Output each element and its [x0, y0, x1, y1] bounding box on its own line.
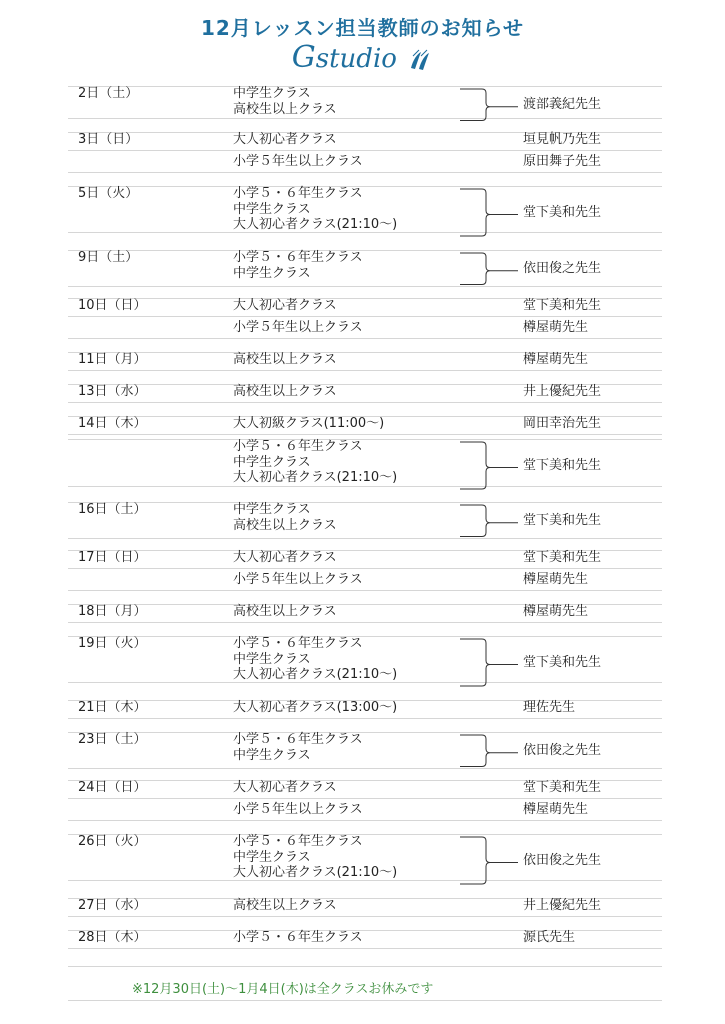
class-name: 大人初心者クラス — [233, 132, 337, 147]
studio-logo — [0, 40, 725, 75]
lesson-date: 23日（土） — [78, 732, 147, 747]
class-name: 小学５・６年生クラス — [233, 930, 363, 945]
rule-line — [68, 966, 662, 967]
class-name: 高校生以上クラス — [233, 604, 337, 619]
rule-line — [68, 172, 662, 173]
class-name: 中学生クラス — [233, 651, 311, 667]
rule-line — [68, 486, 662, 487]
lesson-date: 19日（火） — [78, 636, 147, 651]
group-brace — [460, 441, 520, 490]
page-title: 12月レッスン担当教師のお知らせ — [200, 16, 525, 40]
rule-line — [68, 948, 662, 949]
class-name: 小学５・６年生クラス — [233, 636, 363, 651]
rule-line — [68, 370, 662, 371]
rule-line — [68, 439, 662, 440]
class-name: 小学５年生以上クラス — [233, 154, 363, 169]
teacher-name: 渡部義紀先生 — [523, 96, 602, 112]
class-name: 中学生クラス — [233, 747, 311, 763]
teacher-name: 依田俊之先生 — [523, 742, 602, 758]
rule-line — [68, 820, 662, 821]
teacher-name: 樽屋萌先生 — [523, 802, 589, 817]
group-brace — [460, 638, 520, 687]
class-name: 大人初心者クラス(21:10〜) — [233, 217, 398, 232]
rule-line — [68, 286, 662, 287]
lesson-date: 16日（土） — [78, 502, 147, 517]
logo-initial: G — [291, 40, 316, 75]
teacher-name: 堂下美和先生 — [523, 204, 602, 220]
class-name: 小学５・６年生クラス — [233, 186, 363, 201]
teacher-name: 岡田幸治先生 — [523, 416, 602, 431]
class-name: 高校生以上クラス — [233, 517, 337, 533]
rule-line — [68, 768, 662, 769]
rule-line — [68, 338, 662, 339]
class-name: 中学生クラス — [233, 86, 311, 101]
rule-line — [68, 118, 662, 119]
rule-line — [68, 798, 662, 799]
class-name: 大人初心者クラス — [233, 780, 337, 795]
class-name: 小学５・６年生クラス — [233, 439, 363, 454]
rule-line — [68, 434, 662, 435]
lesson-date: 2日（土） — [78, 86, 139, 101]
teacher-name: 堂下美和先生 — [523, 780, 602, 795]
class-name: 大人初心者クラス(21:10〜) — [233, 470, 398, 485]
class-name: 大人初級クラス(11:00〜) — [233, 416, 385, 431]
teacher-name: 樽屋萌先生 — [523, 572, 589, 587]
teacher-name: 源氏先生 — [523, 930, 576, 945]
lesson-date: 5日（火） — [78, 186, 139, 201]
rule-line — [68, 538, 662, 539]
class-name: 大人初心者クラス — [233, 550, 337, 565]
teacher-name: 井上優紀先生 — [523, 898, 602, 913]
class-name: 大人初心者クラス — [233, 298, 337, 313]
lesson-date: 17日（日） — [78, 550, 147, 565]
teacher-name: 垣見帆乃先生 — [523, 132, 602, 147]
teacher-name: 堂下美和先生 — [523, 457, 602, 473]
lesson-date: 9日（土） — [78, 250, 139, 265]
rule-line — [68, 316, 662, 317]
class-name: 高校生以上クラス — [233, 352, 337, 367]
lesson-date: 13日（水） — [78, 384, 147, 399]
class-name: 小学５年生以上クラス — [233, 320, 363, 335]
logo-text: studio — [315, 44, 397, 74]
teacher-name: 樽屋萌先生 — [523, 604, 589, 619]
teacher-name: 堂下美和先生 — [523, 550, 602, 565]
class-name: 小学５・６年生クラス — [233, 250, 363, 265]
rule-line — [68, 718, 662, 719]
rule-line — [68, 150, 662, 151]
group-brace — [460, 252, 520, 286]
group-brace — [460, 88, 520, 122]
group-brace — [460, 504, 520, 538]
lesson-date: 14日（木） — [78, 416, 147, 431]
rule-line — [68, 568, 662, 569]
class-name: 大人初心者クラス(21:10〜) — [233, 667, 398, 682]
class-name: 高校生以上クラス — [233, 384, 337, 399]
lesson-date: 21日（木） — [78, 700, 147, 715]
lesson-date: 24日（日） — [78, 780, 147, 795]
ballet-shoes-icon — [407, 48, 433, 72]
class-name: 大人初心者クラス(21:10〜) — [233, 865, 398, 880]
class-name: 中学生クラス — [233, 265, 311, 281]
teacher-name: 樽屋萌先生 — [523, 352, 589, 367]
class-name: 中学生クラス — [233, 201, 311, 217]
class-name: 小学５年生以上クラス — [233, 802, 363, 817]
rule-line — [68, 402, 662, 403]
class-name: 小学５・６年生クラス — [233, 732, 363, 747]
holiday-notice: ※12月30日(土)〜1月4日(木)は全クラスお休みです — [132, 982, 434, 997]
class-name: 中学生クラス — [233, 454, 311, 470]
class-name: 小学５年生以上クラス — [233, 572, 363, 587]
lesson-date: 10日（日） — [78, 298, 147, 313]
class-name: 高校生以上クラス — [233, 101, 337, 117]
rule-line — [68, 590, 662, 591]
class-name: 中学生クラス — [233, 502, 311, 517]
lesson-date: 28日（木） — [78, 930, 147, 945]
rule-line — [68, 622, 662, 623]
rule-line — [68, 916, 662, 917]
teacher-name: 原田舞子先生 — [523, 154, 602, 169]
rule-line — [68, 1000, 662, 1001]
class-name: 小学５・６年生クラス — [233, 834, 363, 849]
group-brace — [460, 734, 520, 768]
class-name: 高校生以上クラス — [233, 898, 337, 913]
group-brace — [460, 836, 520, 885]
lesson-date: 27日（水） — [78, 898, 147, 913]
group-brace — [460, 188, 520, 237]
lesson-date: 11日（月） — [78, 352, 147, 367]
lesson-date: 26日（火） — [78, 834, 147, 849]
teacher-name: 堂下美和先生 — [523, 298, 602, 313]
teacher-name: 樽屋萌先生 — [523, 320, 589, 335]
class-name: 中学生クラス — [233, 849, 311, 865]
teacher-name: 依田俊之先生 — [523, 260, 602, 276]
teacher-name: 堂下美和先生 — [523, 654, 602, 670]
teacher-name: 理佐先生 — [523, 700, 576, 715]
teacher-name: 堂下美和先生 — [523, 512, 602, 528]
class-name: 大人初心者クラス(13:00〜) — [233, 700, 398, 715]
teacher-name: 依田俊之先生 — [523, 852, 602, 868]
lesson-date: 18日（月） — [78, 604, 147, 619]
lesson-date: 3日（日） — [78, 132, 139, 147]
teacher-name: 井上優紀先生 — [523, 384, 602, 399]
